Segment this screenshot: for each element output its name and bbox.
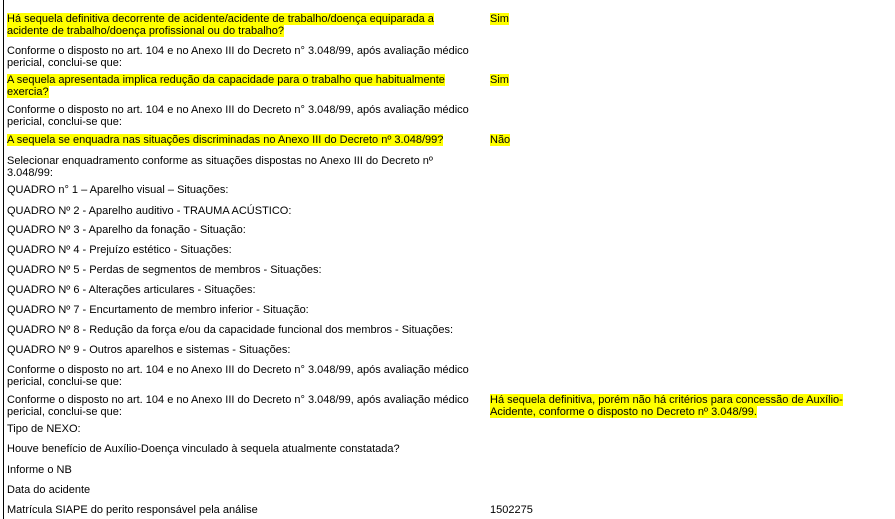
question-sequela-definitiva: Há sequela definitiva decorrente de acidente/acidente de trabalho/doença equiparada a acidente de trabalho/doença profissional ou do trabalho?	[7, 13, 434, 37]
data-acidente-label: Data do acidente	[7, 484, 91, 496]
auxilio-doenca-question: Houve benefício de Auxílio-Doença vinculado à sequela atualmente constatada?	[7, 443, 400, 455]
conclusion-text: Conforme o disposto no art. 104 e no Anexo III do Decreto n° 3.048/99, após avaliação médico pericial, conclui-se que:	[7, 45, 469, 69]
conclusion-text-final: Conforme o disposto no art. 104 e no Anexo III do Decreto n° 3.048/99, após avaliação médico pericial, conclui-se que:	[7, 394, 469, 418]
matricula-siape-label: Matrícula SIAPE do perito responsável pela análise	[7, 504, 258, 516]
quadro-9-label: QUADRO Nº 9 - Outros aparelhos e sistemas - Situações:	[7, 344, 291, 356]
answer-reducao-capacidade: Sim	[490, 74, 509, 86]
quadro-6-label: QUADRO Nº 6 - Alterações articulares - Situações:	[7, 284, 256, 296]
enquadramento-instruction: Selecionar enquadramento conforme as situações dispostas no Anexo III do Decreto nº 3.048/99:	[7, 155, 433, 179]
left-border	[3, 0, 4, 519]
quadro-5-label: QUADRO Nº 5 - Perdas de segmentos de membros - Situações:	[7, 264, 322, 276]
matricula-siape-value: 1502275	[490, 504, 533, 516]
quadro-2-label: QUADRO Nº 2 - Aparelho auditivo - TRAUMA ACÚSTICO:	[7, 205, 292, 217]
quadro-1-label: QUADRO n° 1 – Aparelho visual – Situações:	[7, 184, 229, 196]
final-conclusion-answer: Há sequela definitiva, porém não há critérios para concessão de Auxílio-Acidente, conforme o disposto no Decreto nº 3.048/99.	[490, 394, 843, 418]
question-reducao-capacidade: A sequela apresentada implica redução da capacidade para o trabalho que habitualmente exercia?	[7, 74, 445, 98]
quadro-7-label: QUADRO Nº 7 - Encurtamento de membro inferior - Situação:	[7, 304, 309, 316]
conclusion-text: Conforme o disposto no art. 104 e no Anexo III do Decreto n° 3.048/99, após avaliação médico pericial, conclui-se que:	[7, 364, 469, 388]
answer-anexo-iii: Não	[490, 134, 511, 146]
conclusion-text: Conforme o disposto no art. 104 e no Anexo III do Decreto n° 3.048/99, após avaliação médico pericial, conclui-se que:	[7, 104, 469, 128]
quadro-8-label: QUADRO Nº 8 - Redução da força e/ou da capacidade funcional dos membros - Situações:	[7, 324, 454, 336]
question-anexo-iii: A sequela se enquadra nas situações discriminadas no Anexo III do Decreto nº 3.048/99?	[7, 134, 444, 146]
quadro-4-label: QUADRO Nº 4 - Prejuízo estético - Situações:	[7, 244, 232, 256]
nb-label: Informe o NB	[7, 464, 72, 476]
answer-sequela-definitiva: Sim	[490, 13, 509, 25]
quadro-3-label: QUADRO Nº 3 - Aparelho da fonação - Situação:	[7, 224, 246, 236]
tipo-nexo-label: Tipo de NEXO:	[7, 423, 81, 435]
